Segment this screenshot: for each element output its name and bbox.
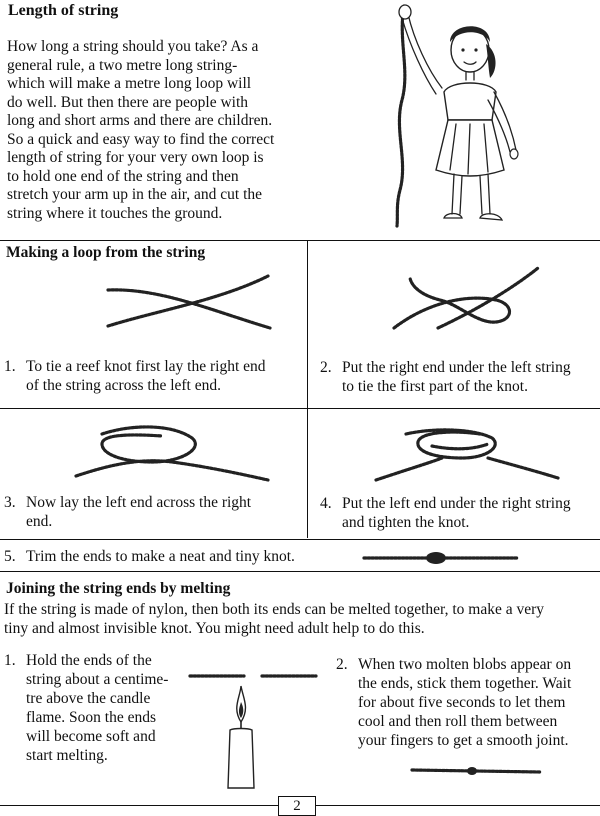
knot-step-3-illustration xyxy=(72,418,272,488)
candle-and-string-illustration xyxy=(188,668,320,790)
step-line: of the string across the left end. xyxy=(26,377,221,394)
step-line: Put the right end under the left string xyxy=(342,359,571,376)
paragraph-line: How long a string should you take? As a xyxy=(7,38,259,55)
step-number: 3. xyxy=(4,494,16,511)
melting-intro xyxy=(4,601,600,638)
paragraph-line: length of string for your very own loop is xyxy=(7,149,264,166)
step-line: Put the left end under the right string xyxy=(342,495,571,512)
step-line: cool and then roll them between xyxy=(358,713,558,730)
step-line: When two molten blobs appear on xyxy=(358,656,572,673)
paragraph-line: to hold one end of the string and then xyxy=(7,167,239,185)
knot-step-1-illustration xyxy=(100,270,280,340)
step-line: will become soft and xyxy=(26,728,156,745)
paragraph-line: which will make a metre long loop will xyxy=(7,75,252,92)
step-number: 2. xyxy=(320,359,332,376)
divider-line xyxy=(0,408,600,409)
section-title-making-a-loop: Making a loop from the string xyxy=(6,244,206,261)
step-number: 5. xyxy=(4,548,16,565)
intro-line: tiny and almost invisible knot. You might need adult help to do this. xyxy=(4,619,425,637)
step-line: end. xyxy=(26,513,53,530)
section-title-joining-ends: Joining the string ends by melting xyxy=(6,580,231,597)
length-paragraph xyxy=(7,38,297,223)
step-line: string about a centime- xyxy=(26,671,169,688)
step-line: start melting. xyxy=(26,747,108,764)
step-line: Hold the ends of the xyxy=(26,652,152,669)
step-line: the ends, stick them together. Wait xyxy=(358,675,572,692)
step-number: 4. xyxy=(320,495,332,512)
knot-step-4-illustration xyxy=(372,420,562,490)
page-number: 2 xyxy=(278,796,316,816)
knot-step-2-illustration xyxy=(388,262,548,342)
step-line: Now lay the left end across the right xyxy=(26,494,252,511)
girl-holding-string-illustration xyxy=(380,0,540,232)
paragraph-line: long and short arms and there are children. xyxy=(7,112,273,129)
paragraph-line: stretch your arm up in the air, and cut the xyxy=(7,186,263,203)
step-line: and tighten the knot. xyxy=(342,514,470,531)
step-number: 1. xyxy=(4,652,16,669)
finished-knot-illustration xyxy=(362,548,522,568)
paragraph-line: string where it touches the ground. xyxy=(7,204,223,222)
step-line: for about five seconds to let them xyxy=(358,694,566,711)
paragraph-line: do well. But then there are people with xyxy=(7,93,249,111)
divider-line xyxy=(0,240,600,241)
paragraph-line: general rule, a two metre long string- xyxy=(7,56,238,74)
intro-line: If the string is made of nylon, then both its ends can be melted together, to make a very xyxy=(4,601,545,618)
step-line: to tie the first part of the knot. xyxy=(342,378,528,395)
step-line: Trim the ends to make a neat and tiny knot. xyxy=(26,548,295,565)
column-divider xyxy=(307,241,308,538)
step-number: 1. xyxy=(4,358,16,375)
divider-line xyxy=(0,571,600,572)
paragraph-line: So a quick and easy way to find the correct xyxy=(7,130,275,148)
step-line: To tie a reef knot first lay the right end xyxy=(26,358,266,375)
step-line: flame. Soon the ends xyxy=(26,709,157,726)
joined-string-illustration xyxy=(410,763,542,779)
divider-line xyxy=(0,539,600,540)
section-title-length-of-string: Length of string xyxy=(8,2,119,19)
step-number: 2. xyxy=(336,656,348,673)
step-line: tre above the candle xyxy=(26,690,151,707)
step-line: your fingers to get a smooth joint. xyxy=(358,732,569,749)
